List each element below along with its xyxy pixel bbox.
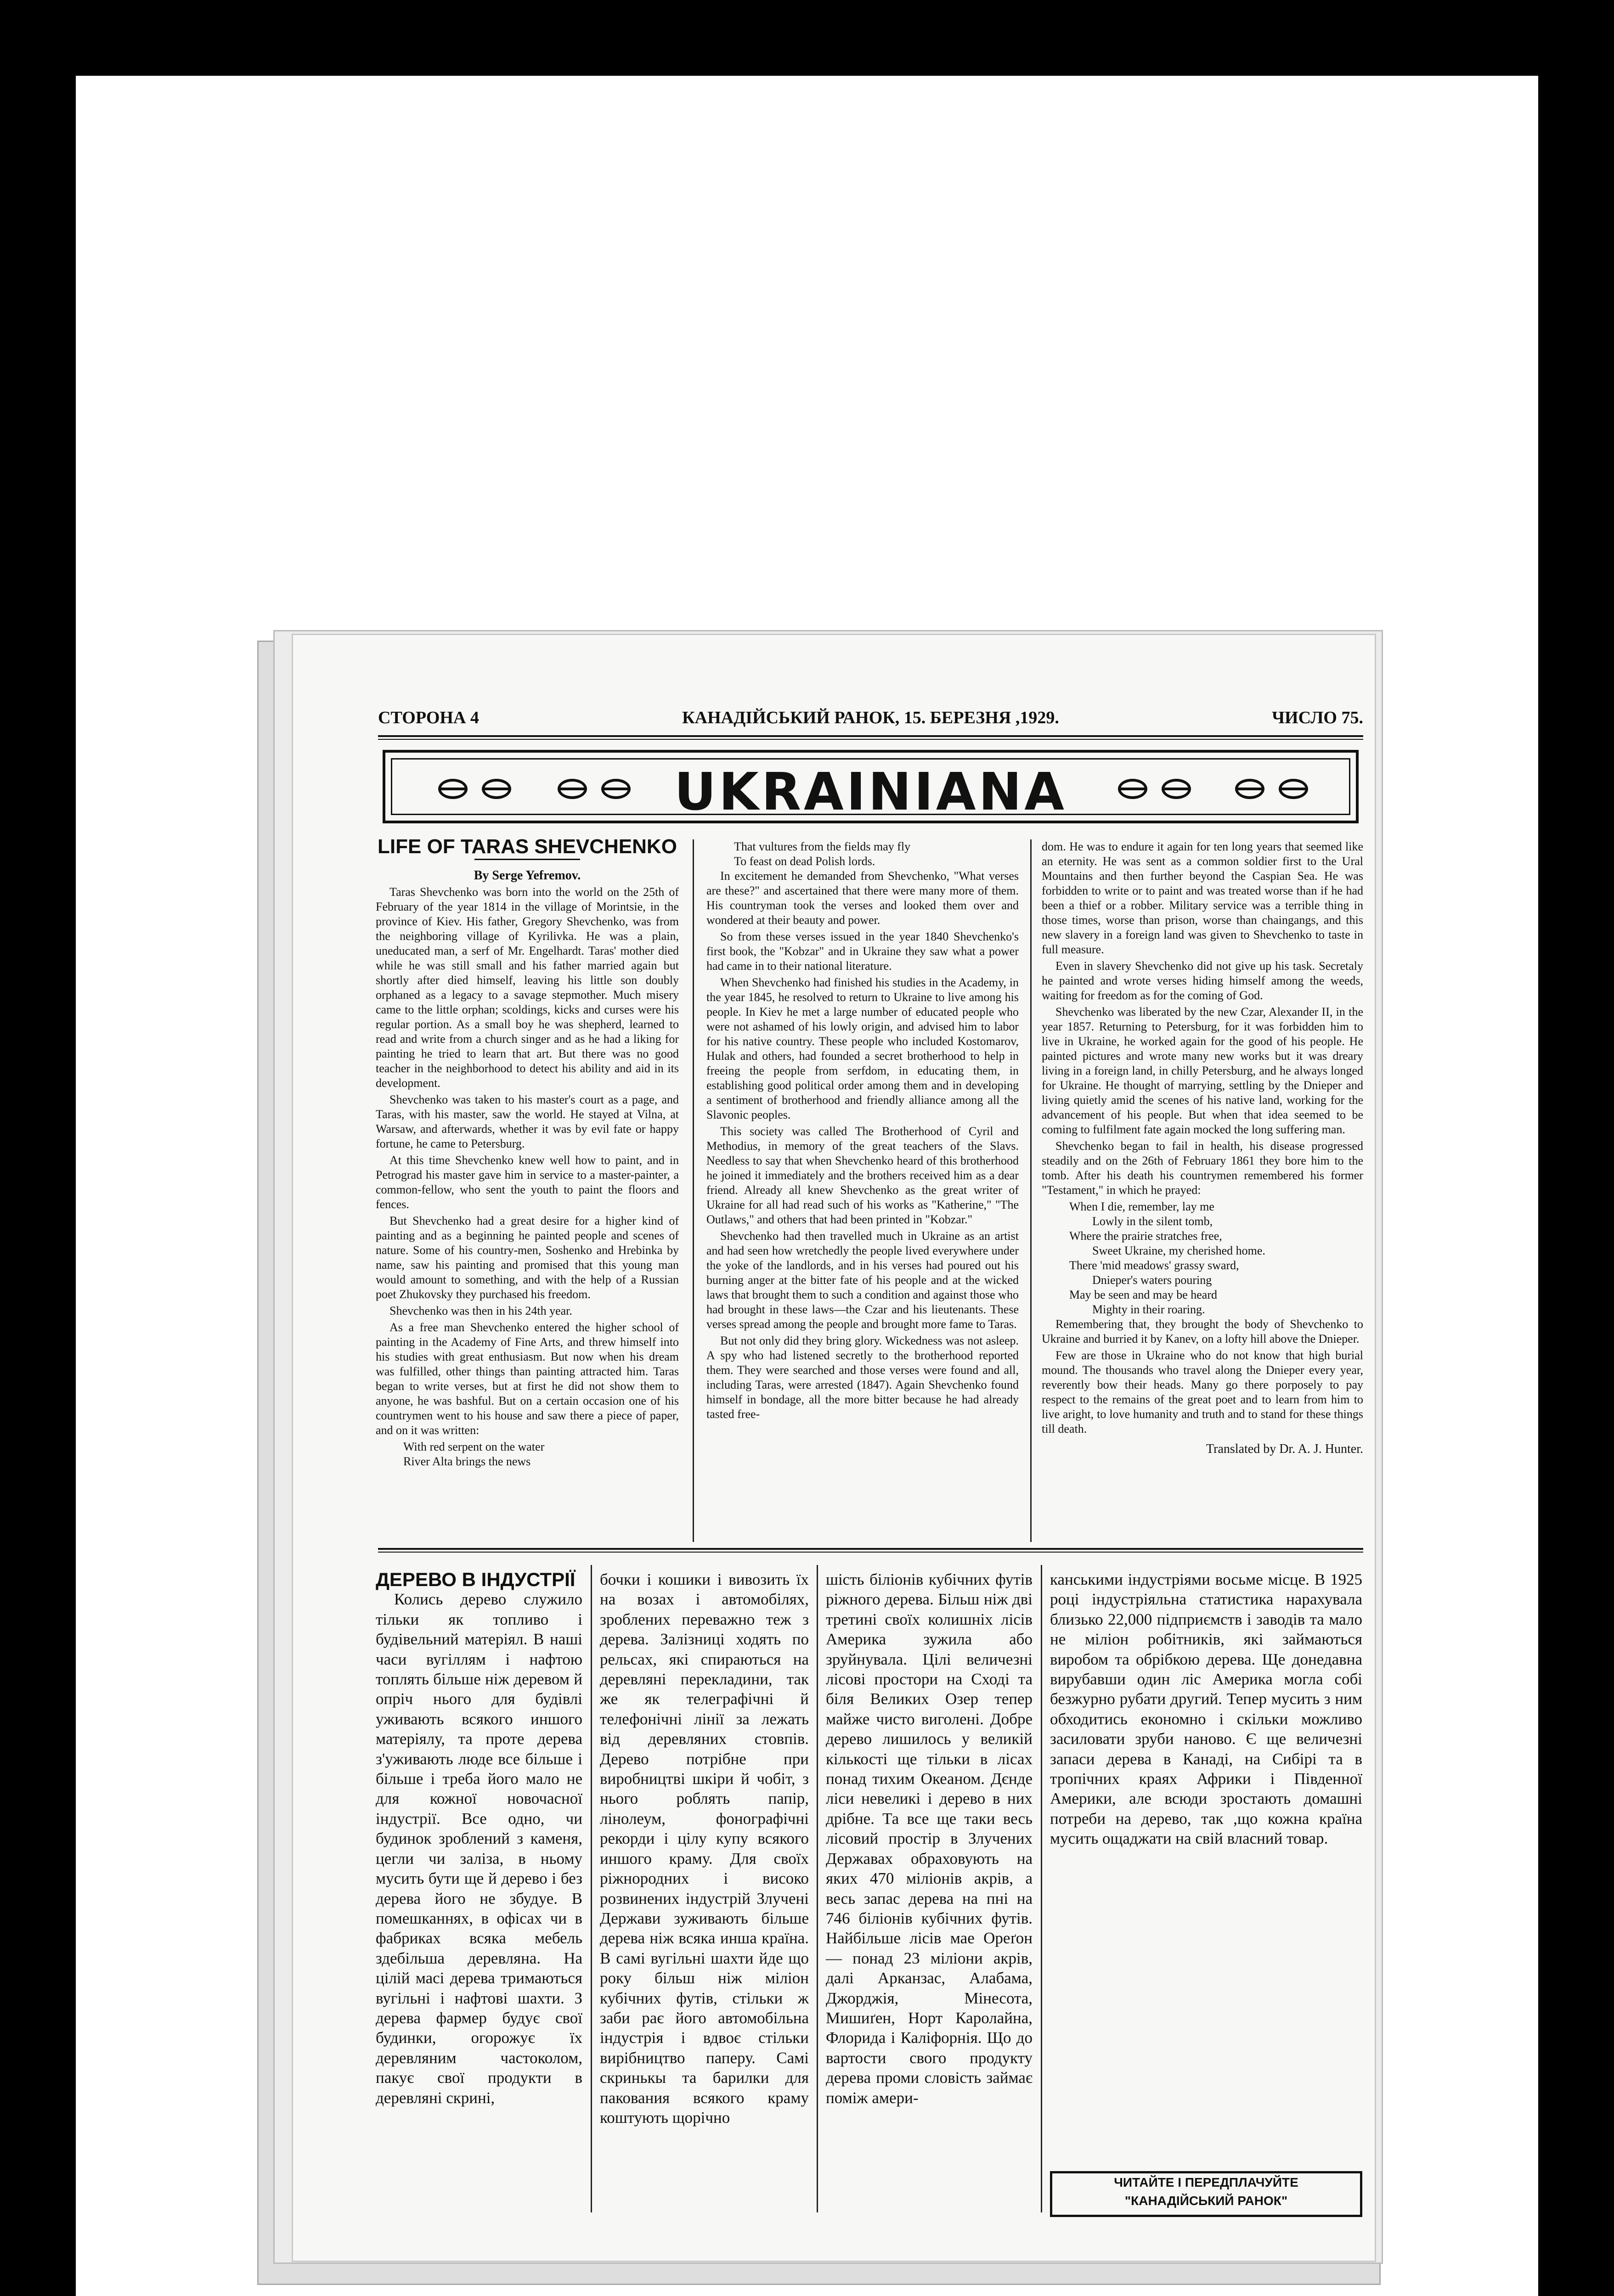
paragraph: Remembering that, they brought the body of Shevchenko to Ukraine and burried it by Kanev, on a lofty hill above the Dnieper.	[1042, 1317, 1363, 1345]
page-number-label: СТОРОНА 4	[378, 708, 479, 727]
paragraph: As a free man Shevchenko entered the higher school of painting in the Academy of Fine Arts, and threw himself into his studies with great enthusiasm. But now when his dream was fulfilled, other things than painting attracted him. Taras began to write verses, but at first he did not show them to anyone, he was bashful. But on a certain occasion one of his countrymen went to his house and saw there a piece of paper, and on it was written:	[376, 1321, 679, 1437]
paragraph: бочки і кошики і вивозить їх на возах і автомобілях, зроблених переважно теж з дерева. Залізниці ходять по рельсах, які спираються на деревляні перекладини, так же як телеграфічні й телефонічні лінії за лежать від деревляних стовпів. Дерево потрібне при виробництві шкіри й чобіт, з нього роблять папір, лінолеум, фонографічні рекорди і цілу купу всякого иншого краму. Для своїх ріжнородних і високо розвинених індустрій Злучені Держави зуживають більше дерева ніж всяка инша країна. В самі вугільні шахти йде що року більш ніж міліон кубічних футів, стільки ж заби рає його автомобільна індустрія і вдвоє стільки вирібництво паперу. Самі скринькы та барилки для пакования всякого краму коштують щорічно	[600, 1570, 809, 2127]
column-divider	[693, 839, 694, 1542]
title-rule	[474, 859, 580, 860]
verse-line: Lowly in the silent tomb,	[1092, 1215, 1213, 1228]
masthead-date: КАНАДІЙСЬКИЙ РАНОК, 15. БЕРЕЗНЯ ,1929.	[682, 708, 1059, 727]
paragraph: Shevchenko began to fail in health, his disease progressed steadily and on the 26th of February 1861 they bore him to the tomb. After his death his countrymen remembered his former "Testament," in which he prayed:	[1042, 1139, 1363, 1197]
lower-column-2	[600, 1570, 809, 2127]
paragraph: шість біліонів кубічних футів ріжного дерева. Більш ніж дві третині своїх колишніх лісів Америка зужила або зруйнувала. Цілі величезні лісові простори на Сході та біля Великих Озер тепер майже чисто виголені. Добре дерево лишилось у великій кількості ще тільки в лісах понад тихим Океаном. Дєнде ліси невеликі і дерево в них дрібне. Та все ще таки весь лісовий простір в Злучених Державах обраховують на яких 470 міліонів акрів, а весь запас дерева на пні на 746 біліонів кубічних футів. Найбільше лісів мае Ореґон — понад 23 міліони акрів, далі Арканзас, Алабама, Джорджія, Мінесота, Мишиґен, Норт Каролайна, Флорида і Каліфорнія. Що до вартости свого продукту дерева проми словість займає поміж амери-	[826, 1570, 1033, 2107]
verse-line: May be seen and may be heard	[1069, 1288, 1217, 1301]
paragraph: At this time Shevchenko knew well how to paint, and in Petrograd his master gave him in service to a master-painter, a common-fellow, who sent the youth to paint the floors and fences.	[376, 1154, 679, 1211]
paragraph: Shevchenko was then in his 24th year.	[389, 1304, 572, 1317]
verse-line: River Alta brings the news	[403, 1455, 531, 1468]
newspaper-page	[292, 634, 1376, 2262]
article-column-3	[1042, 839, 1363, 1458]
verse-line: Dnieper's waters pouring	[1092, 1273, 1212, 1287]
byline: By Serge Yefremov.	[474, 868, 581, 883]
running-header	[378, 708, 1363, 735]
paragraph: канськими індустріями восьме місце. В 1925 році індустріяльна статистика нарахувала близько 22,000 підприємств і заводів та мало не міліон робітників, які займаються виробом та обрібкою дерева. Ще донедавна вирубавши один ліс Америка могла собі безжурно рубати другий. Тепер мусить з ним обходитись економно і скільки можливо засиловати зруби наново. Є ще величезні запаси дерева в Канаді, на Сибірі та в тропічних краях Африки і Південної Америки, але всюди зростають домашні потреби на дерево, так ,що кожна країна мусить ощаджати на свій власний товар.	[1050, 1570, 1362, 1848]
paragraph: This society was called The Brotherhood of Cyril and Methodius, in memory of the great teachers of the Slavs. Needless to say that when Shevchenko heard of this brotherhood he joined it immediately and the brothers received him as a dear friend. Already all knew Shevchenko as the great writer of Ukraine for all had read such of his works as "Katherine," "The Outlaws," and others that had been printed in "Kobzar."	[706, 1125, 1019, 1226]
paragraph: But not only did they bring glory. Wickedness was not asleep. A spy who had listened secretly to the brotherhood reported them. They were searched and those verses were found and all, including Taras, were arrested (1847). Again Shevchenko found himself in bondage, all the more bitter because he had already tasted free-	[706, 1334, 1019, 1421]
ad-line: ЧИТАЙТЕ І ПЕРЕДПЛАЧУЙТЕ	[1114, 2175, 1298, 2189]
lower-column-1	[376, 1570, 582, 2108]
section-rule	[378, 1552, 1363, 1553]
paragraph: In excitement he demanded from Shevchenko, "What verses are these?" and ascertained that there were many more of them. His countryman took the verses and looked them over and wondered at their beauty and power.	[706, 869, 1019, 927]
verse-line: To feast on dead Polish lords.	[734, 855, 875, 868]
paragraph: Even in slavery Shevchenko did not give up his task. Secretaly he painted and wrote verses hiding himself among the weeds, waiting for freedom as for the coming of God.	[1042, 959, 1363, 1002]
banner-title: UKRAINIANA	[674, 762, 1067, 822]
paragraph: Shevchenko was liberated by the new Czar, Alexander II, in the year 1857. Returning to Petersburg, for it was forbidden him to live in Ukraine, he worked again for the good of his people. He painted pictures and wrote many new works but it was dreary living in a foreign land, in chilly Petersburg, and he always longed for Ukraine. He thought of marrying, settling by the Dnieper and living quietly amid the scenes of his native land, working for the advancement of his people. But when that idea seemed to be coming to fulfilment fate again mocked the long suffering man.	[1042, 1005, 1363, 1136]
article-column-1	[376, 835, 679, 1469]
subscription-ad	[1050, 2171, 1362, 2217]
verse-line: That vultures from the fields may fly	[734, 840, 911, 853]
lower-column-4	[1050, 1570, 1362, 1849]
verse-line: Sweet Ukraine, my cherished home.	[1092, 1244, 1265, 1257]
header-rule	[378, 739, 1363, 740]
verse-line: Where the prairie stratches free,	[1069, 1229, 1222, 1243]
paragraph: Few are those in Ukraine who do not know that high burial mound. The thousands who travel along the Dnieper every year, reverently bow their heads. Many go there porposely to pay respect to the remains of the great poet and to learn from him to live aright, to love humanity and truth and to stand for these things till death.	[1042, 1349, 1363, 1435]
lower-column-3	[826, 1570, 1033, 2108]
section-rule	[378, 1548, 1363, 1550]
ornament-icon	[1118, 779, 1196, 801]
verse-line: Mighty in their roaring.	[1092, 1303, 1205, 1316]
paragraph: dom. He was to endure it again for ten long years that seemed like an eternity. He was sent as a common soldier first to the Ural Mountains and then further beyond the Caspian Sea. He was forbidden to write or to paint and was treated worse than if he had been a thief or a robber. Military service was a terrible thing in those times, worse than prison, worse than chaingangs, and this new slavery in a foreign land was given to Shevchenko to taste in full measure.	[1042, 840, 1363, 956]
paragraph: Taras Shevchenko was born into the world on the 25th of February of the year 1814 in the village of Morintsie, in the province of Kiev. His father, Gregory Shevchenko, was from the neighboring village of Kyrilivka. He was a plain, uneducated man, a serf of Mr. Engelhardt. Taras' mother died while he was still small and his father married again but shortly after died himself, leaving his little son doubly orphaned as a legacy to a savage stepmother. Much misery came to the little orphan; scoldings, kicks and curses were his regular portion. As a small boy he was shepherd, learned to read and write from a church singer and as he had a liking for painting he tried to learn that art. But there was no good teacher in the neighborhood to detect his ability and aid in its development.	[376, 885, 679, 1090]
section-banner	[383, 750, 1359, 823]
verse-line: When I die, remember, lay me	[1069, 1200, 1214, 1213]
column-divider	[1030, 839, 1032, 1542]
column-divider	[591, 1565, 592, 2212]
paragraph: So from these verses issued in the year 1840 Shevchenko's first book, the "Kobzar" and in Ukraine they saw what a power had came in to their national literature.	[706, 930, 1019, 973]
column-divider	[817, 1565, 818, 2212]
paragraph: Shevchenko had then travelled much in Ukraine as an artist and had seen how wretchedly the people lived everywhere under the yoke of the landlords, and in his verses had poured out his burning anger at the bitter fate of his people and at the wicked laws that brought them to such a condition and against those who had brought in these laws—the Czar and his lieutenants. These verses spread among the people and brought more fame to Taras.	[706, 1229, 1019, 1331]
article-title: LIFE OF TARAS SHEVCHENKO	[378, 835, 677, 858]
paragraph: Shevchenko was taken to his master's court as a page, and Taras, with his master, saw the world. He stayed at Vilna, at Warsaw, and afterwards, whether it was by evil fate or happy fortune, he came to Petersburg.	[376, 1093, 679, 1150]
verse-line: With red serpent on the water	[403, 1440, 545, 1453]
paragraph: Колись дерево служило тільки як топливо і будівельний матеріял. В наші часи вугіллям і нафтою топлять більше ніж деревом й опріч нього для будівлі уживають всякого иншого матеріялу, та проте дерева з'уживають люде все більше і більше і треба його мало не для кожної новочасної індустрії. Все одно, чи будинок зроблений з каменя, цегли чи заліза, в ньому мусить бути ще й дерево і без дерева його не збудуе. В помешканнях, в офісах чи в фабриках всяка мебель здебільша деревляна. На цілій масі дерева тримаються вугільні і нафтові шахти. З дерева фармер будує свої будинки, огорожує їх деревляним частоколом, пакує свої продукти в деревляні скрині,	[376, 1590, 582, 2107]
header-rule	[378, 735, 1363, 737]
issue-number: ЧИСЛО 75.	[1272, 708, 1363, 727]
translator-credit: Translated by Dr. A. J. Hunter.	[1206, 1442, 1363, 1456]
ad-line: "КАНАДІЙСЬКИЙ РАНОК"	[1124, 2194, 1288, 2208]
paragraph: But Shevchenko had a great desire for a higher kind of painting and as a beginning he painted people and scenes of nature. Some of his country-men, Soshenko and Hrebinka by name, saw his painting and promised that this young man would amount to something, and with the help of a Russian poet Zhukovsky they purchased his freedom.	[376, 1214, 679, 1301]
article-column-2	[706, 839, 1019, 1424]
paragraph: When Shevchenko had finished his studies in the Academy, in the year 1845, he resolved to return to Ukraine to live among his people. In Kiev he met a large number of educated people who were not ashamed of his lowly origin, and advised him to labor for his native country. These people who included Kostomarov, Hulak and others, had founded a secret brotherhood to help in freeing the people from serfdom, in educating them, in establishing good political order among them and in developing a sentiment of brotherhood and friendly alliance among all the Slavonic peoples.	[706, 976, 1019, 1121]
verse-line: There 'mid meadows' grassy sward,	[1069, 1259, 1239, 1272]
ornament-icon	[1235, 779, 1313, 801]
column-divider	[1041, 1565, 1042, 2212]
lower-article-title: ДЕРЕВО В ІНДУСТРІЇ	[376, 1569, 576, 1590]
